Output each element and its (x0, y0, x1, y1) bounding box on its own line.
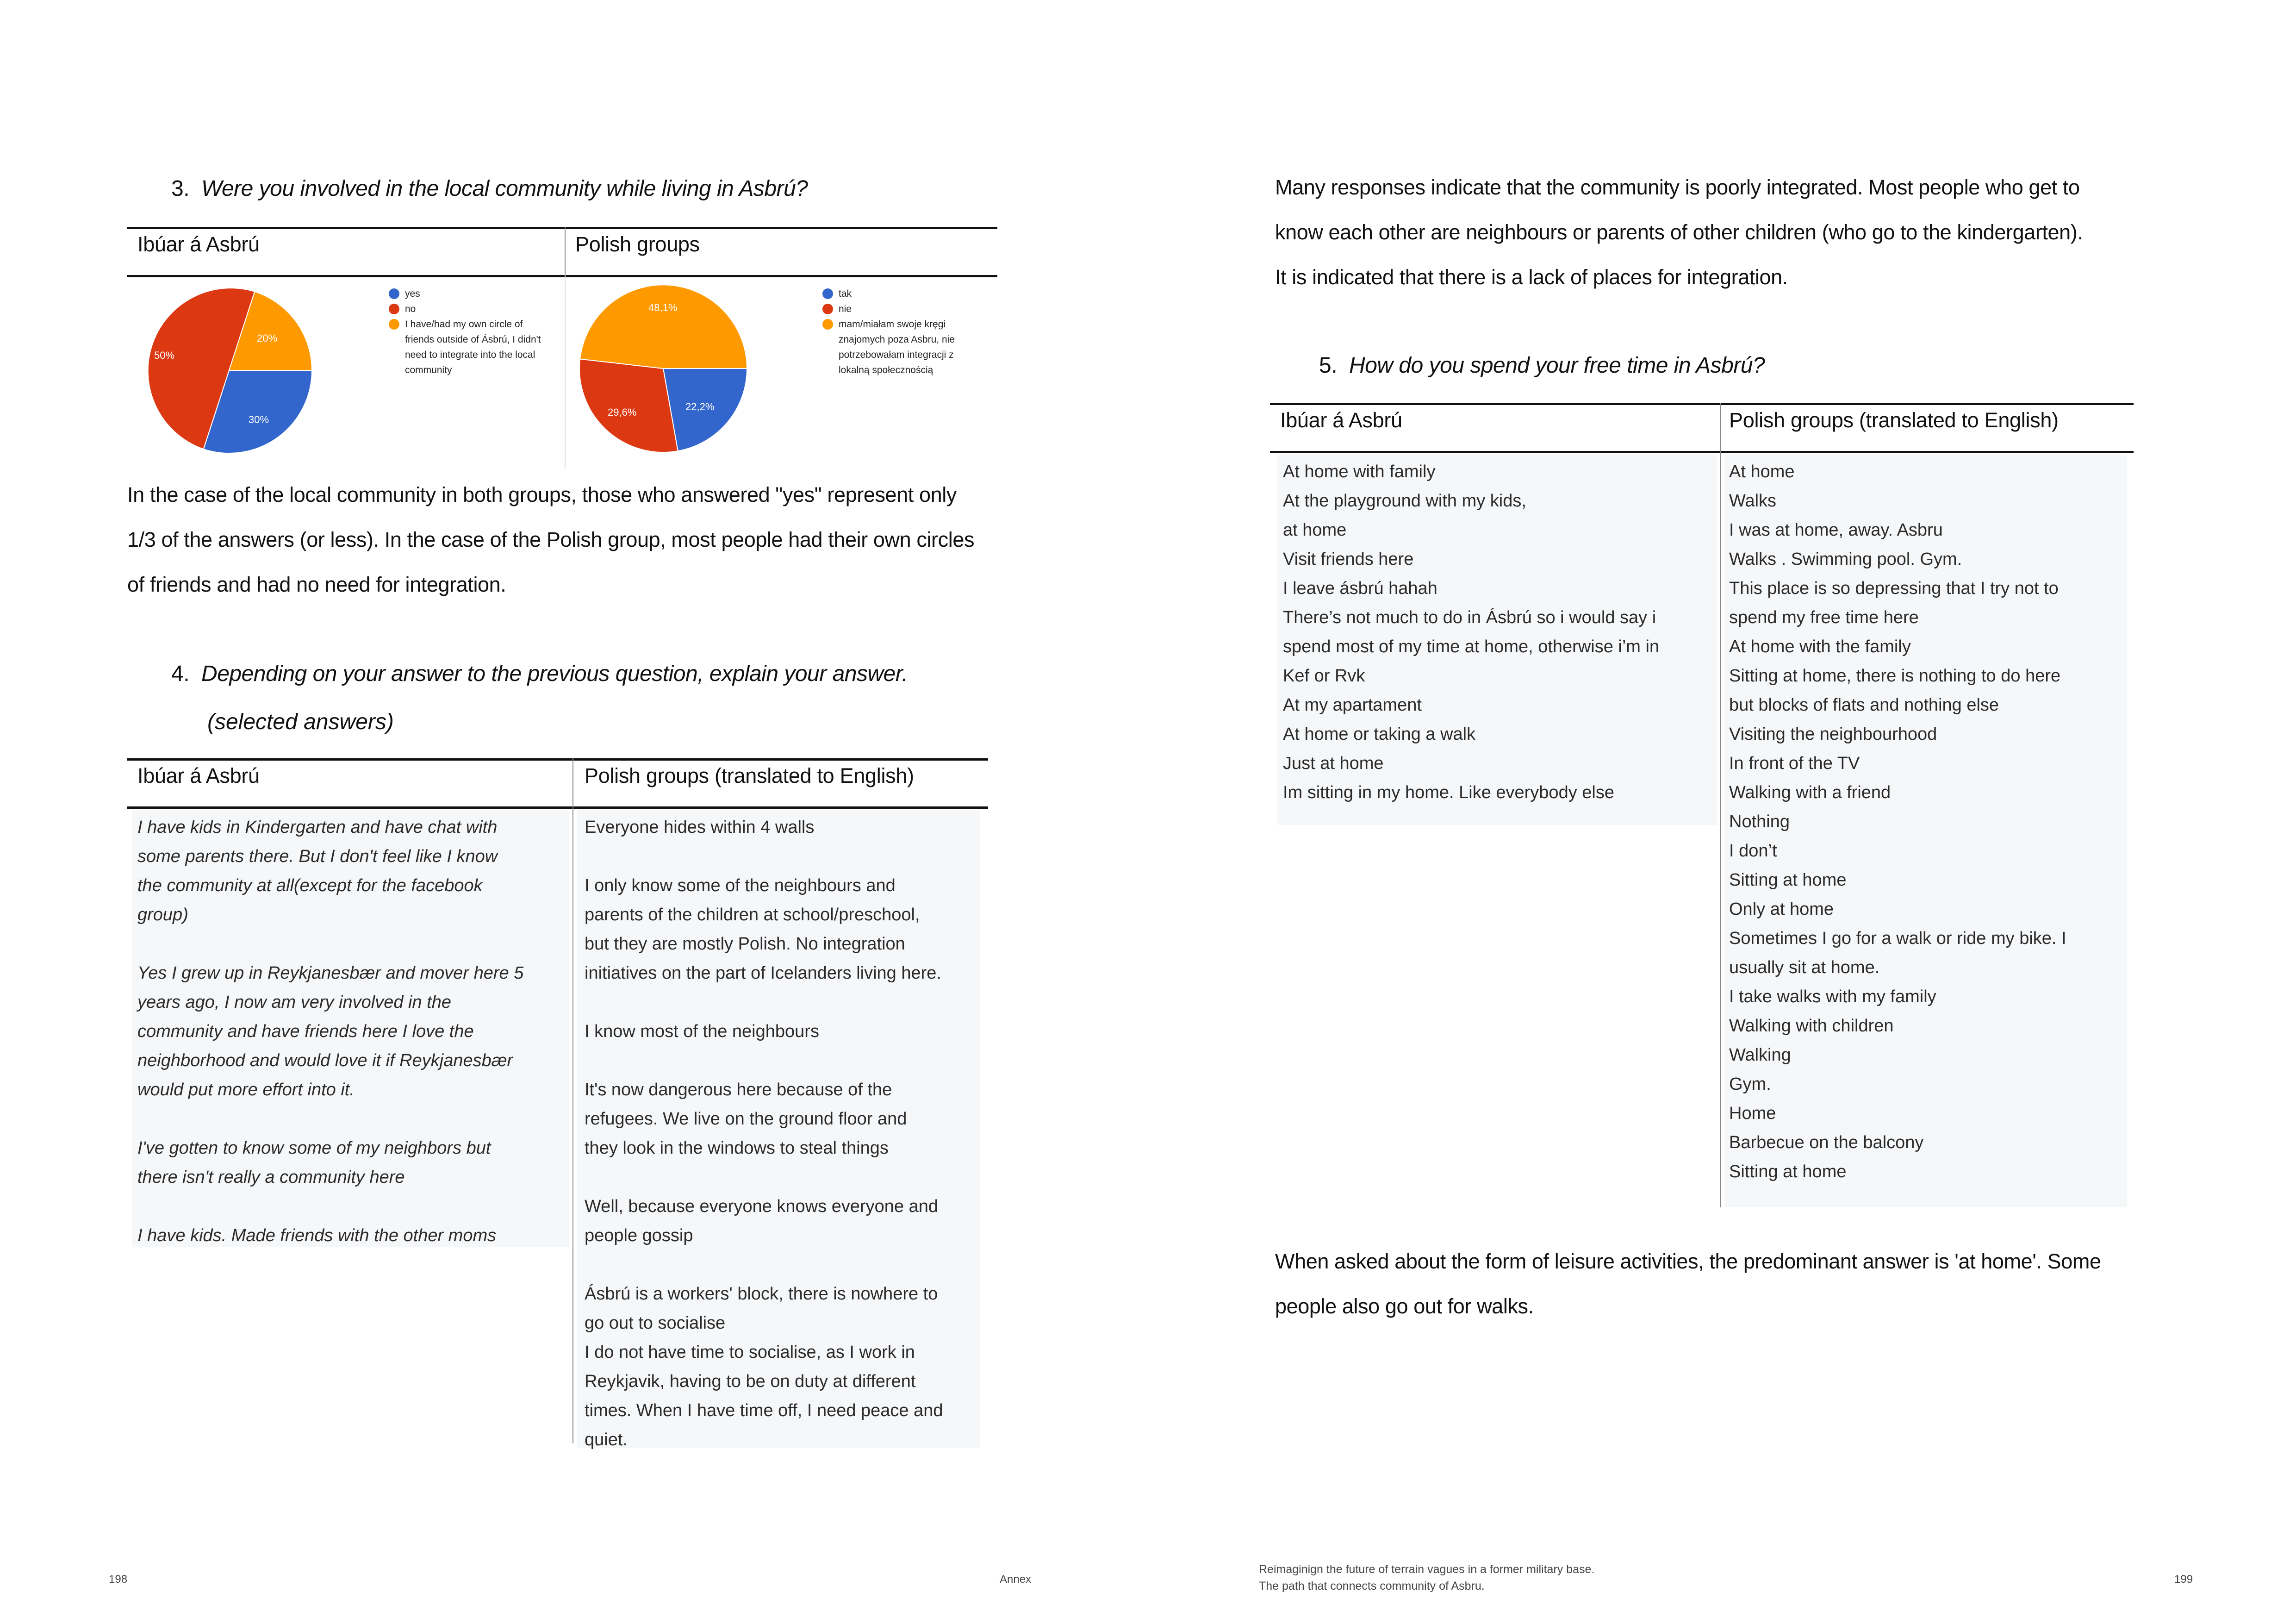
legend-dot-icon (822, 319, 833, 330)
question-4-title: 4. Depending on your answer to the previous question, explain your answer. (171, 662, 908, 686)
q5-polish-answers: At home Walks I was at home, away. Asbru Walks . Swimming pool. Gym. This place is so depressing that I try not to spend my free time here At home with the family Sitting at home, there is nothing to do here but blocks of flats and nothing else Visiting the neighbourhood In front of the TV Walking with a friend Nothing I don’t Sitting at home Only at home Sometimes I go for a walk or ride my bike. I usually sit at home. I take walks with my family Walking with children Walking Gym. Home Barbecue on the balcony Sitting at home (1724, 455, 2127, 1207)
question-5-title: 5. How do you spend your free time in Asbrú? (1319, 353, 1765, 378)
q5-header-icelandic: Ibúar á Asbrú (1280, 408, 1402, 432)
legend-dot-icon (389, 288, 399, 299)
legend-dot-icon (389, 319, 399, 330)
q3-summary: In the case of the local community in both groups, those who answered "yes" represent only 1/3 of the answers (or less). In the case of the Polish group, most people had their own circles of friends and had no need for integration. (127, 483, 975, 596)
slice-mam (580, 285, 747, 369)
q4-header-polish: Polish groups (translated to English) (585, 764, 914, 787)
chart-divider (565, 275, 566, 469)
table-top-rule (127, 227, 997, 229)
legend-item-no: no (389, 301, 553, 317)
slice-label-mam: 48,1% (648, 302, 678, 313)
legend-item-yes: yes (389, 286, 553, 301)
question-4-subtitle: (selected answers) (207, 710, 394, 734)
column-divider (572, 758, 573, 1443)
legend-item-tak: tak (822, 286, 987, 301)
column-divider (565, 227, 566, 275)
table-header-rule (1270, 451, 2134, 453)
column-divider (1720, 403, 1721, 1207)
q5-icelandic-answers: At home with family At the playground with my kids, at home Visit friends here I leave ásbrú hahah There’s not much to do in Ásbrú so i would say i spend most of my time at home, otherwise i’m in Kef or Rvk At my apartament At home or taking a walk Just at home Im sitting in my home. Like everybody else (1277, 455, 1717, 825)
page-number-right: 199 (2174, 1573, 2193, 1586)
table-top-rule (127, 758, 988, 761)
legend-polish (822, 286, 987, 378)
legend-item-nie: nie (822, 301, 987, 317)
q4-header-icelandic: Ibúar á Asbrú (137, 764, 260, 787)
slice-nie (579, 359, 678, 452)
slice-label-tak: 22,2% (685, 401, 715, 412)
legend-item-own-circle: I have/had my own circle of friends outside of Ásbrú, I didn't need to integrate into the local community (389, 317, 553, 378)
q4-icelandic-answers: I have kids in Kindergarten and have chat with some parents there. But I don't feel like I know the community at all(except for the facebook group) Yes I grew up in Reykjanesbær and mover here 5 years ago, I now am very involved in the community and have friends here I love the neighborhood and would love it if Reykjanesbær would put more effort into it. I've gotten to know some of my neighbors but there isn't really a community here I have kids. Made friends with the other moms (132, 810, 569, 1247)
q4-table (127, 758, 988, 1453)
q3-header-icelandic: Ibúar á Asbrú (137, 232, 260, 256)
question-3-title: 3. Were you involved in the local community while living in Asbrú? (171, 176, 808, 201)
q5-header-polish: Polish groups (translated to English) (1729, 408, 2059, 432)
right-page (1148, 0, 2296, 1624)
pie-chart-icelandic (137, 278, 553, 472)
pie-chart-polish (572, 278, 988, 472)
legend-dot-icon (822, 288, 833, 299)
table-header-rule (127, 806, 988, 809)
q3-header-polish: Polish groups (575, 232, 700, 256)
q3-table (127, 227, 997, 486)
q5-summary: When asked about the form of leisure activities, the predominant answer is 'at home'. Some people also go out for walks. (1275, 1249, 2101, 1318)
slice-label-yes: 30% (249, 414, 269, 425)
section-label: Annex (1000, 1573, 1032, 1586)
slice-label-nie: 29,6% (608, 406, 637, 418)
legend-dot-icon (389, 304, 399, 314)
pie-icelandic-svg (141, 282, 317, 458)
slice-label-own-circle: 20% (257, 332, 278, 344)
legend-dot-icon (822, 304, 833, 314)
q5-table (1270, 403, 2134, 1218)
q4-polish-answers: Everyone hides within 4 walls I only know some of the neighbours and parents of the children at school/preschool, but they are mostly Polish. No integration initiatives on the part of Icelanders living here. I know most of the neighbours It's now dangerous here because of the refugees. We live on the ground floor and they look in the windows to steal things Well, because everyone knows everyone and people gossip Ásbrú is a workers' block, there is nowhere to go out to socialise I do not have time to socialise, as I work in Reykjavik, having to be on duty at different times. When I have time off, I need peace and quiet. (577, 810, 980, 1448)
legend-item-mam: mam/miałam swoje kręgi znajomych poza Asbru, nie potrzebowałam integracji z lokalną społecznością (822, 317, 987, 378)
table-top-rule (1270, 403, 2134, 405)
running-title: Reimaginign the future of terrain vagues in a former military base. The path that connects community of Asbru. (1259, 1563, 1595, 1593)
legend-icelandic (389, 286, 553, 378)
table-header-rule (127, 275, 997, 277)
intro-paragraph: Many responses indicate that the community is poorly integrated. Most people who get to know each other are neighbours or parents of other children (who go to the kindergarten). It is indicated that there is a lack of places for integration. (1275, 175, 2083, 289)
pie-polish-svg (575, 281, 751, 456)
page-number-left: 198 (109, 1573, 128, 1586)
slice-label-no: 50% (154, 350, 175, 361)
